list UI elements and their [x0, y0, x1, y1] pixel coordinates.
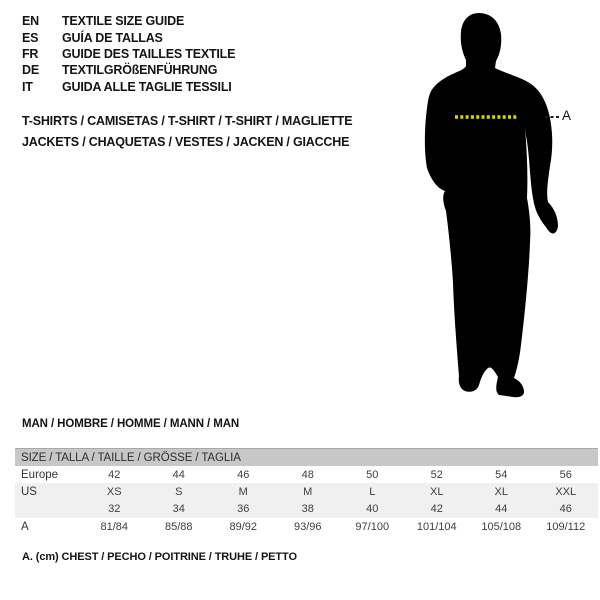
language-row-es [22, 29, 235, 45]
table-cell: 48 [301, 468, 314, 481]
table-cell: 109/112 [546, 520, 586, 533]
language-row-de [22, 62, 235, 78]
chest-footnote: A. (cm) CHEST / PECHO / POITRINE / TRUHE / PETTO [22, 551, 297, 563]
table-cell: 38 [301, 503, 314, 516]
man-silhouette-shape [425, 13, 558, 397]
table-cell: 44 [495, 503, 508, 516]
table-cell: 93/96 [293, 520, 322, 533]
table-cell: 36 [237, 503, 250, 516]
language-label: GUIDA ALLE TAGLIE TESSILI [62, 79, 232, 94]
section-heading-man: MAN / HOMBRE / HOMME / MANN / MAN [22, 418, 240, 430]
table-cell: L [369, 485, 376, 498]
table-cell: 44 [172, 468, 185, 481]
language-row-it [22, 79, 235, 95]
language-row-en [22, 13, 235, 29]
table-cell: 81/84 [100, 520, 129, 533]
table-cell: 54 [495, 468, 508, 481]
table-cell: 34 [172, 503, 185, 516]
table-row-chest-a [15, 518, 598, 535]
table-cell: 40 [366, 503, 379, 516]
table-cell: M [303, 485, 313, 498]
garment-categories [22, 111, 352, 153]
table-cell: S [175, 485, 183, 498]
table-cell: 46 [559, 503, 572, 516]
language-code: FR [22, 46, 39, 61]
table-cell: XS [106, 485, 122, 498]
table-cell: 85/88 [164, 520, 193, 533]
table-cell: 52 [430, 468, 443, 481]
language-list [22, 13, 235, 95]
language-code: EN [22, 14, 39, 29]
language-code: ES [22, 30, 39, 45]
table-cell: 46 [237, 468, 250, 481]
language-code: DE [22, 63, 39, 78]
table-cell: 56 [559, 468, 572, 481]
row-label: US [21, 485, 37, 498]
man-silhouette-graphic [395, 0, 600, 400]
measure-label-a: A [562, 108, 572, 123]
table-cell: M [238, 485, 248, 498]
language-label: GUÍA DE TALLAS [62, 30, 163, 45]
table-row-numeric [15, 501, 598, 518]
table-cell: 89/92 [229, 520, 258, 533]
table-row-us [15, 483, 598, 500]
table-cell: XL [430, 485, 444, 498]
table-cell: 50 [366, 468, 379, 481]
table-cell: XL [494, 485, 508, 498]
language-code: IT [22, 79, 33, 94]
language-label: GUIDE DES TAILLES TEXTILE [62, 46, 236, 61]
table-cell: 32 [108, 503, 121, 516]
row-label: Europe [21, 468, 59, 481]
table-cell: 105/108 [481, 520, 522, 533]
language-label: TEXTILGRÖßENFÜHRUNG [62, 63, 218, 78]
row-label: A [21, 520, 29, 533]
category-jackets: JACKETS / CHAQUETAS / VESTES / JACKEN / GIACCHE [22, 135, 350, 149]
table-cell: 101/104 [416, 520, 457, 533]
table-header-size: SIZE / TALLA / TAILLE / GRÖSSE / TAGLIA [15, 448, 598, 466]
table-row-europe [15, 466, 598, 483]
category-tshirts: T-SHIRTS / CAMISETAS / T-SHIRT / T-SHIRT / MAGLIETTE [22, 114, 353, 128]
table-cell: 97/100 [355, 520, 390, 533]
table-cell: XXL [555, 485, 577, 498]
table-cell: 42 [108, 468, 121, 481]
language-row-fr [22, 46, 235, 62]
man-silhouette-figure [395, 0, 600, 400]
size-table [15, 448, 598, 535]
table-cell: 42 [430, 503, 443, 516]
language-label: TEXTILE SIZE GUIDE [62, 14, 185, 29]
